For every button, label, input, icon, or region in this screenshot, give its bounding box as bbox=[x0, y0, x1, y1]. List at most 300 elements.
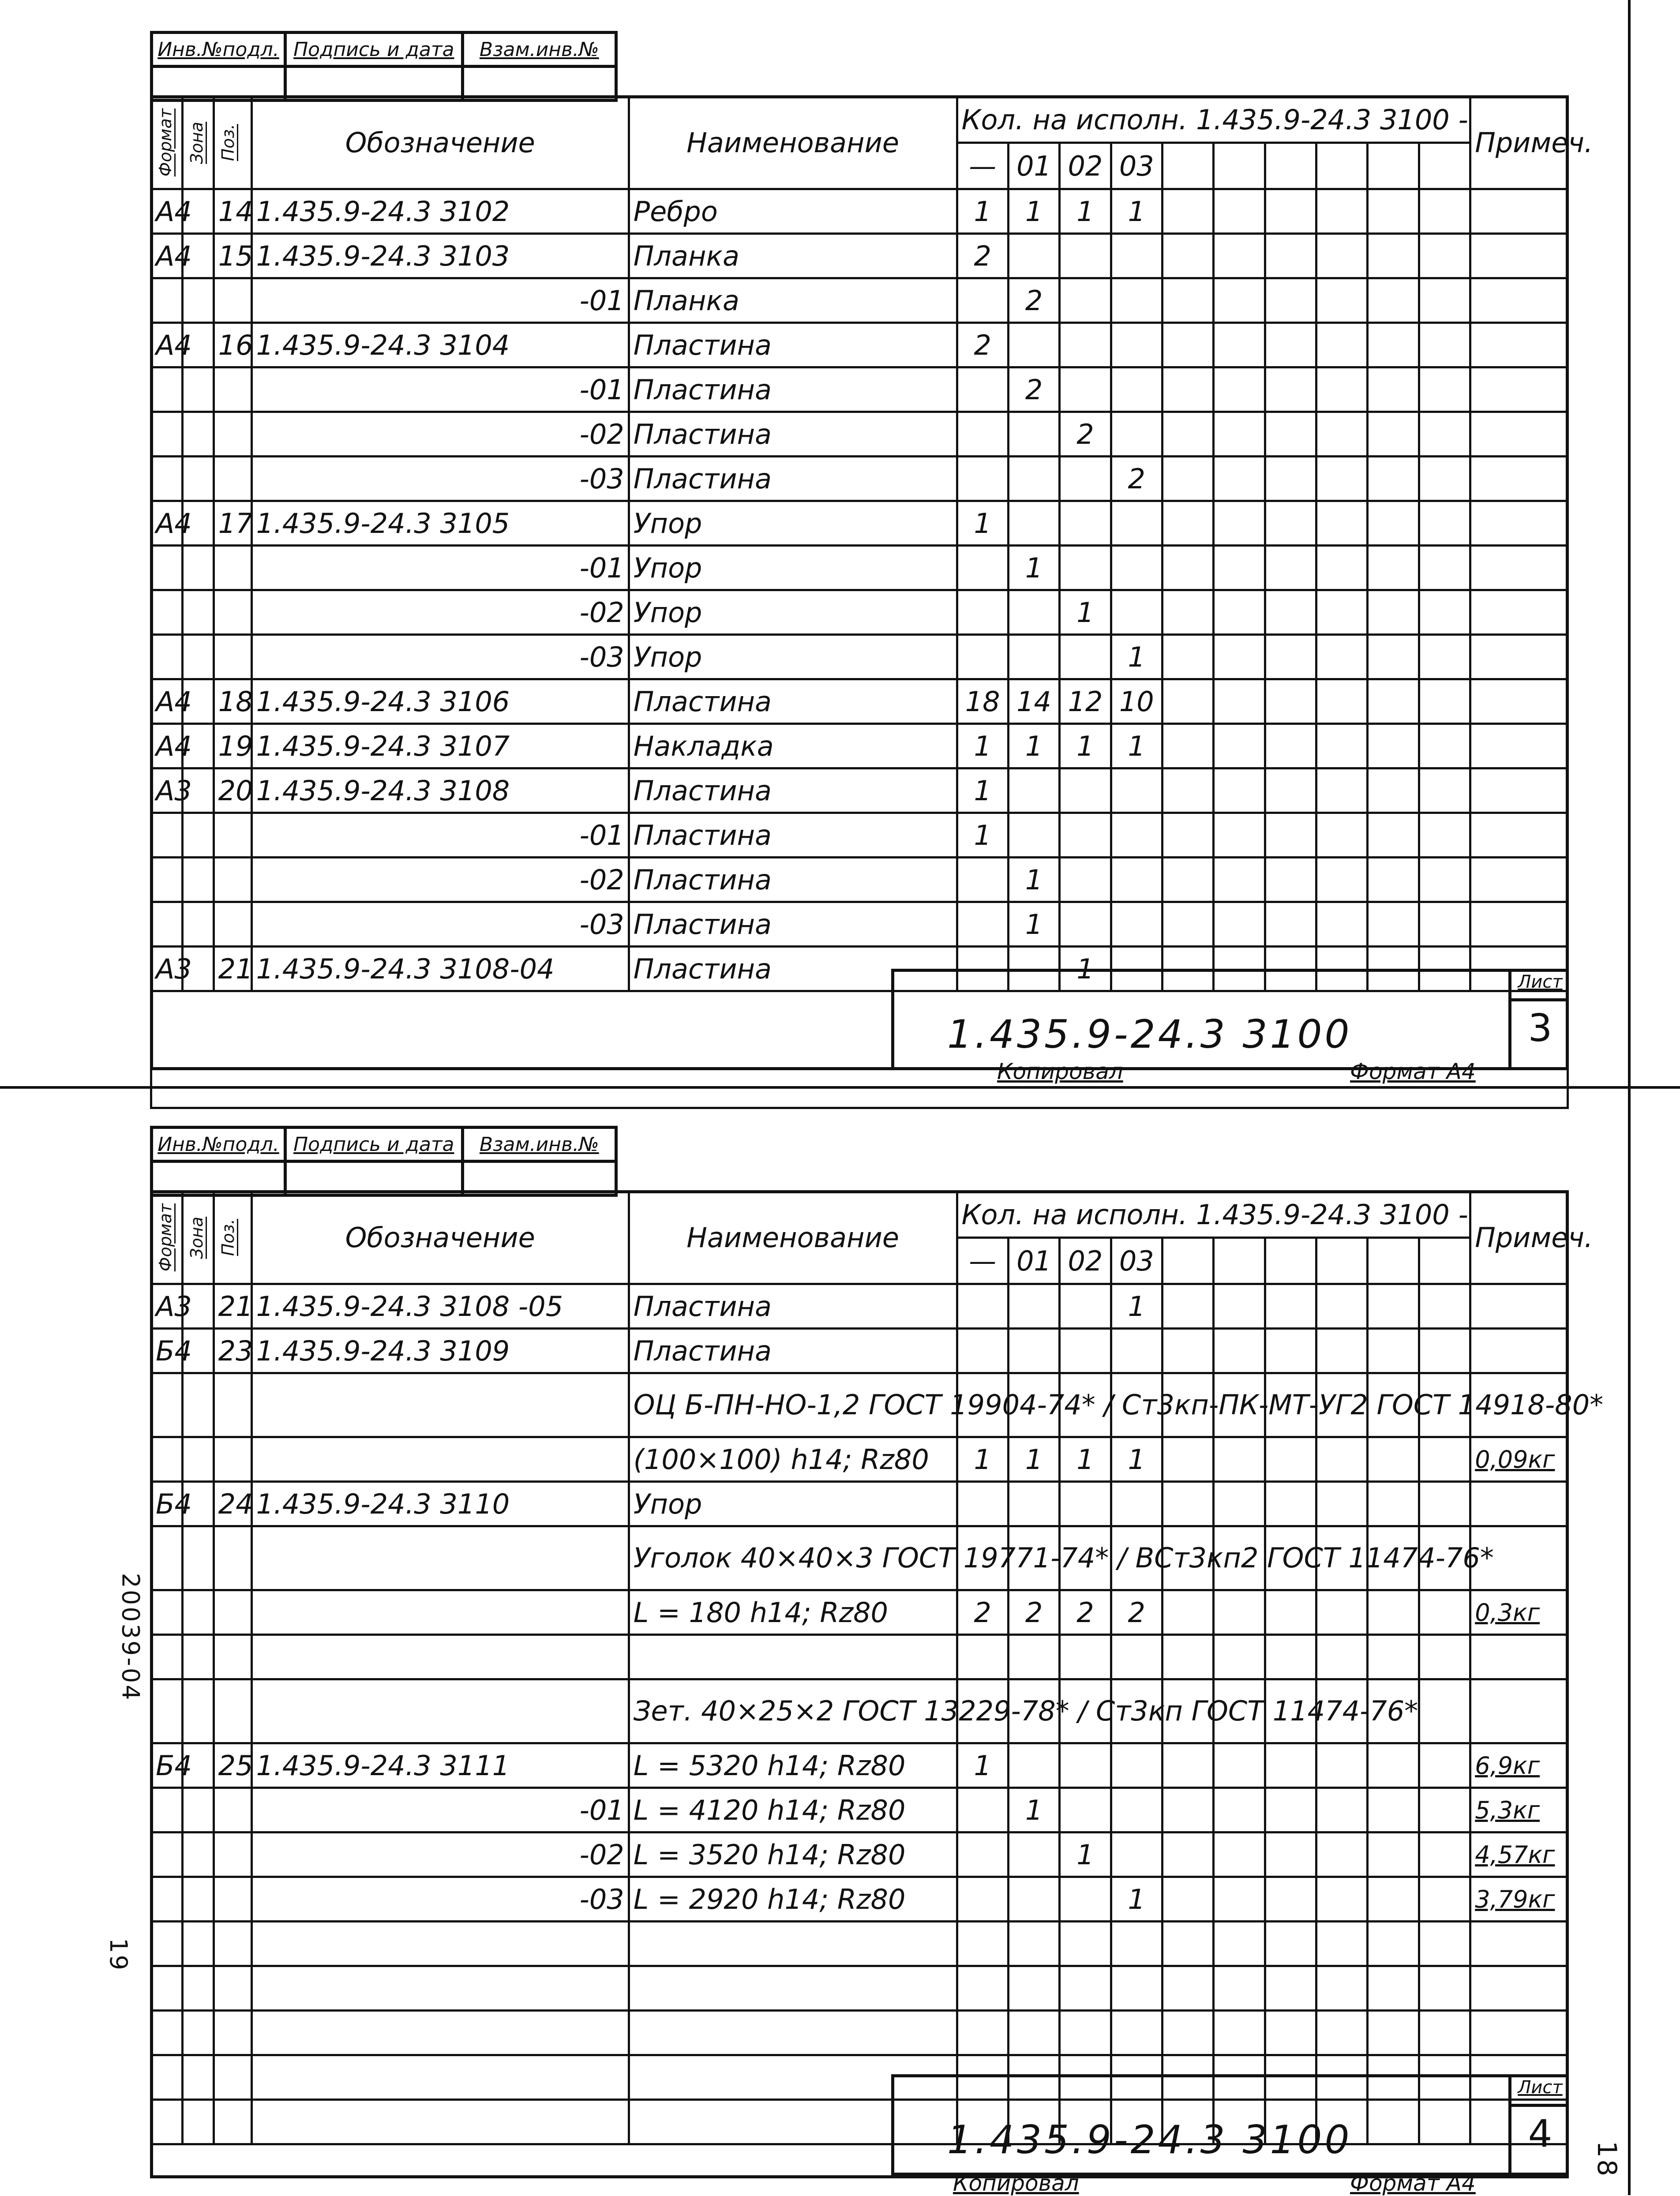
position-cell: 25 bbox=[214, 1743, 251, 1788]
qty-03-cell bbox=[1111, 902, 1162, 947]
empty-cell bbox=[1368, 234, 1419, 278]
table-row bbox=[151, 1922, 1568, 1966]
col-designation-header: Обозначение bbox=[251, 1192, 629, 1284]
name-cell: ОЦ Б-ПН-НО-1,2 ГОСТ 19904-74* / Ст3кп-ПК-МТ-УГ2 ГОСТ 14918-80* bbox=[629, 1373, 957, 1437]
empty-cell bbox=[1368, 457, 1419, 501]
note-cell: 4,57кг bbox=[1470, 1832, 1568, 1877]
empty-cell bbox=[1316, 367, 1368, 412]
zone-cell bbox=[182, 546, 214, 590]
zone-cell bbox=[182, 1526, 214, 1590]
format-cell bbox=[151, 902, 183, 947]
designation-cell: 1.435.9-24.3 3110 bbox=[251, 1482, 629, 1526]
stamp-blank bbox=[287, 1163, 464, 1194]
zone-cell bbox=[182, 1635, 214, 1679]
table-row bbox=[151, 1482, 1568, 1526]
empty-cell bbox=[1316, 189, 1368, 234]
empty-cell bbox=[1265, 457, 1316, 501]
empty-cell bbox=[1214, 546, 1265, 590]
empty-cell bbox=[1162, 1788, 1213, 1832]
empty-cell bbox=[1316, 768, 1368, 813]
position-cell: 21 bbox=[214, 1284, 251, 1329]
empty-cell bbox=[1162, 367, 1213, 412]
qty-01-cell: 1 bbox=[1008, 189, 1059, 234]
table-row bbox=[151, 1329, 1568, 1373]
table-row bbox=[151, 635, 1568, 679]
table-row bbox=[151, 1679, 1568, 1743]
empty-cell bbox=[1419, 1832, 1470, 1877]
empty-cell bbox=[1316, 1966, 1368, 2011]
title-block bbox=[891, 969, 1569, 1070]
designation-cell: 1.435.9-24.3 3108 -05 bbox=[251, 1284, 629, 1329]
variant-base-header: — bbox=[957, 143, 1008, 189]
zone-cell bbox=[182, 590, 214, 635]
designation-cell bbox=[251, 1922, 629, 1966]
position-cell bbox=[214, 813, 251, 858]
col-pos-header: Поз. bbox=[214, 97, 251, 189]
note-cell bbox=[1470, 501, 1568, 546]
name-cell: Пластина bbox=[629, 902, 957, 947]
empty-cell bbox=[1316, 1743, 1368, 1788]
col-format-header: Формат bbox=[151, 1192, 183, 1284]
qty-base-cell bbox=[957, 902, 1008, 947]
empty-cell bbox=[1368, 1788, 1419, 1832]
position-cell: 18 bbox=[214, 679, 251, 724]
empty-cell bbox=[1419, 768, 1470, 813]
empty-cell bbox=[1265, 1788, 1316, 1832]
format-cell: А4 bbox=[151, 323, 183, 367]
table-row bbox=[151, 1877, 1568, 1922]
qty-01-cell bbox=[1008, 2011, 1059, 2055]
empty-cell bbox=[1265, 768, 1316, 813]
qty-base-cell bbox=[957, 278, 1008, 323]
zone-cell bbox=[182, 1373, 214, 1437]
format-cell bbox=[151, 813, 183, 858]
variant-01-header: 01 bbox=[1008, 1238, 1059, 1284]
table-row bbox=[151, 2011, 1568, 2055]
format-label: Формат А4 bbox=[1350, 2170, 1476, 2196]
qty-03-cell bbox=[1111, 1743, 1162, 1788]
title-block bbox=[891, 2074, 1569, 2176]
empty-cell bbox=[1214, 858, 1265, 902]
empty-cell bbox=[1265, 412, 1316, 457]
note-cell bbox=[1470, 1284, 1568, 1329]
col-note-header: Примеч. bbox=[1470, 1192, 1568, 1284]
note-cell bbox=[1470, 1635, 1568, 1679]
qty-base-cell bbox=[957, 1877, 1008, 1922]
stamp-blank bbox=[464, 68, 615, 99]
zone-cell bbox=[182, 813, 214, 858]
empty-cell bbox=[1419, 501, 1470, 546]
qty-base-cell bbox=[957, 1635, 1008, 1679]
designation-cell: 1.435.9-24.3 3111 bbox=[251, 1743, 629, 1788]
approval-stamp bbox=[150, 1126, 618, 1197]
zone-cell bbox=[182, 635, 214, 679]
note-cell bbox=[1470, 234, 1568, 278]
format-cell: А4 bbox=[151, 679, 183, 724]
empty-cell bbox=[1419, 1482, 1470, 1526]
name-cell: Пластина bbox=[629, 1284, 957, 1329]
qty-02-cell bbox=[1060, 278, 1111, 323]
qty-base-cell bbox=[957, 635, 1008, 679]
name-cell: (100×100) h14; Rz80 bbox=[629, 1437, 957, 1482]
approval-stamp bbox=[150, 31, 618, 102]
note-cell: 6,9кг bbox=[1470, 1743, 1568, 1788]
qty-02-cell bbox=[1060, 323, 1111, 367]
note-cell bbox=[1470, 1922, 1568, 1966]
zone-cell bbox=[182, 1679, 214, 1743]
qty-base-cell: 2 bbox=[957, 234, 1008, 278]
empty-cell bbox=[1368, 278, 1419, 323]
empty-cell bbox=[1316, 1590, 1368, 1635]
empty-cell bbox=[1214, 1788, 1265, 1832]
qty-base-cell bbox=[957, 1482, 1008, 1526]
empty-cell bbox=[1162, 679, 1213, 724]
qty-01-cell bbox=[1008, 1877, 1059, 1922]
empty-cell bbox=[1368, 768, 1419, 813]
margin-code: 20039-04 bbox=[116, 1573, 145, 1702]
zone-cell bbox=[182, 1922, 214, 1966]
qty-03-cell: 1 bbox=[1111, 724, 1162, 768]
qty-02-cell bbox=[1060, 1788, 1111, 1832]
format-cell: Б4 bbox=[151, 1482, 183, 1526]
empty-cell bbox=[1368, 323, 1419, 367]
empty-cell bbox=[1419, 1966, 1470, 2011]
name-cell: Упор bbox=[629, 590, 957, 635]
empty-cell bbox=[1419, 1877, 1470, 1922]
format-cell bbox=[151, 590, 183, 635]
note-cell: 0,09кг bbox=[1470, 1437, 1568, 1482]
empty-cell bbox=[1162, 412, 1213, 457]
format-cell: А4 bbox=[151, 189, 183, 234]
designation-cell bbox=[251, 2055, 629, 2100]
format-cell bbox=[151, 858, 183, 902]
empty-cell bbox=[1419, 189, 1470, 234]
stamp-repl: Взам.инв.№ bbox=[479, 1133, 599, 1156]
empty-cell bbox=[1368, 1922, 1419, 1966]
empty-cell bbox=[1265, 590, 1316, 635]
qty-01-cell: 2 bbox=[1008, 278, 1059, 323]
qty-02-cell: 1 bbox=[1060, 724, 1111, 768]
note-cell bbox=[1470, 768, 1568, 813]
empty-cell bbox=[1316, 635, 1368, 679]
empty-cell bbox=[1162, 1590, 1213, 1635]
note-cell bbox=[1470, 635, 1568, 679]
empty-cell bbox=[1368, 1437, 1419, 1482]
name-cell: Упор bbox=[629, 501, 957, 546]
empty-cell bbox=[1419, 457, 1470, 501]
empty-cell bbox=[1368, 1590, 1419, 1635]
qty-base-cell: 1 bbox=[957, 813, 1008, 858]
qty-03-cell bbox=[1111, 546, 1162, 590]
table-row bbox=[151, 590, 1568, 635]
empty-cell bbox=[1214, 457, 1265, 501]
empty-cell bbox=[1419, 590, 1470, 635]
qty-02-cell: 1 bbox=[1060, 947, 1111, 991]
qty-03-cell: 2 bbox=[1111, 1590, 1162, 1635]
empty-cell bbox=[1316, 679, 1368, 724]
empty-cell bbox=[1214, 1743, 1265, 1788]
note-cell bbox=[1470, 813, 1568, 858]
empty-cell bbox=[1316, 813, 1368, 858]
empty-cell bbox=[1214, 1877, 1265, 1922]
zone-cell bbox=[182, 1590, 214, 1635]
empty-cell bbox=[1265, 1966, 1316, 2011]
empty-cell bbox=[1316, 1329, 1368, 1373]
qty-03-cell bbox=[1111, 1832, 1162, 1877]
stamp-inv: Инв.№подл. bbox=[153, 34, 287, 65]
empty-cell bbox=[1214, 635, 1265, 679]
name-cell bbox=[629, 1966, 957, 2011]
copied-label: Копировал bbox=[953, 2170, 1079, 2196]
zone-cell bbox=[182, 278, 214, 323]
position-cell bbox=[214, 546, 251, 590]
empty-cell bbox=[1214, 724, 1265, 768]
empty-cell bbox=[1265, 367, 1316, 412]
qty-01-cell: 14 bbox=[1008, 679, 1059, 724]
empty-cell bbox=[1419, 1743, 1470, 1788]
position-cell bbox=[214, 2011, 251, 2055]
qty-base-cell bbox=[957, 367, 1008, 412]
empty-cell bbox=[1162, 1437, 1213, 1482]
col-zone-header: Зона bbox=[182, 1192, 214, 1284]
empty-cell bbox=[1265, 546, 1316, 590]
empty-cell bbox=[1162, 1877, 1213, 1922]
note-cell bbox=[1470, 2011, 1568, 2055]
designation-cell: 1.435.9-24.3 3102 bbox=[251, 189, 629, 234]
note-cell bbox=[1470, 902, 1568, 947]
empty-cell bbox=[1419, 724, 1470, 768]
empty-cell bbox=[1368, 590, 1419, 635]
note-cell bbox=[1470, 858, 1568, 902]
format-cell bbox=[151, 278, 183, 323]
position-cell bbox=[214, 1373, 251, 1437]
qty-02-cell: 1 bbox=[1060, 1437, 1111, 1482]
empty-cell bbox=[1419, 278, 1470, 323]
name-cell: Пластина bbox=[629, 679, 957, 724]
zone-cell bbox=[182, 1788, 214, 1832]
qty-01-cell bbox=[1008, 501, 1059, 546]
note-cell bbox=[1470, 1329, 1568, 1373]
designation-cell bbox=[251, 1590, 629, 1635]
empty-cell bbox=[1419, 323, 1470, 367]
qty-02-cell bbox=[1060, 813, 1111, 858]
designation-cell bbox=[251, 1635, 629, 1679]
note-cell bbox=[1470, 1966, 1568, 2011]
variant-02-header: 02 bbox=[1060, 1238, 1111, 1284]
empty-cell bbox=[1265, 323, 1316, 367]
qty-02-cell bbox=[1060, 1635, 1111, 1679]
qty-01-cell: 1 bbox=[1008, 858, 1059, 902]
qty-02-cell bbox=[1060, 635, 1111, 679]
empty-cell bbox=[1316, 2011, 1368, 2055]
empty-cell bbox=[1162, 1966, 1213, 2011]
col-pos-header: Поз. bbox=[214, 1192, 251, 1284]
empty-cell bbox=[1265, 1329, 1316, 1373]
empty-cell bbox=[1368, 1329, 1419, 1373]
zone-cell bbox=[182, 1966, 214, 2011]
table-row bbox=[151, 501, 1568, 546]
qty-03-cell bbox=[1111, 768, 1162, 813]
empty-cell bbox=[1316, 724, 1368, 768]
zone-cell bbox=[182, 1437, 214, 1482]
empty-cell bbox=[1162, 590, 1213, 635]
format-cell: А4 bbox=[151, 234, 183, 278]
position-cell bbox=[214, 1635, 251, 1679]
designation-cell bbox=[251, 1966, 629, 2011]
designation-cell bbox=[251, 1679, 629, 1743]
empty-cell bbox=[1368, 635, 1419, 679]
col-designation-header: Обозначение bbox=[251, 97, 629, 189]
name-cell: L = 3520 h14; Rz80 bbox=[629, 1832, 957, 1877]
table-row bbox=[151, 1590, 1568, 1635]
stamp-repl: Взам.инв.№ bbox=[479, 38, 599, 61]
designation-cell bbox=[251, 2100, 629, 2144]
empty-cell bbox=[1419, 234, 1470, 278]
qty-01-cell bbox=[1008, 234, 1059, 278]
empty-cell bbox=[1265, 1922, 1316, 1966]
stamp-blank bbox=[464, 1163, 615, 1194]
empty-cell bbox=[1162, 1482, 1213, 1526]
col-note-header: Примеч. bbox=[1470, 97, 1568, 189]
empty-cell bbox=[1214, 768, 1265, 813]
page-divider bbox=[0, 1086, 1680, 1089]
stamp-sign: Подпись и дата bbox=[287, 1129, 464, 1160]
designation-cell: -01 bbox=[251, 546, 629, 590]
position-cell bbox=[214, 1437, 251, 1482]
qty-base-cell bbox=[957, 1966, 1008, 2011]
qty-base-cell: 1 bbox=[957, 724, 1008, 768]
qty-01-cell bbox=[1008, 1966, 1059, 2011]
designation-cell: 1.435.9-24.3 3104 bbox=[251, 323, 629, 367]
qty-01-cell: 2 bbox=[1008, 367, 1059, 412]
qty-02-cell bbox=[1060, 457, 1111, 501]
note-cell bbox=[1470, 367, 1568, 412]
empty-cell bbox=[1214, 189, 1265, 234]
empty-cell bbox=[1368, 2011, 1419, 2055]
position-cell: 14 bbox=[214, 189, 251, 234]
empty-cell bbox=[1214, 1284, 1265, 1329]
name-cell: Ребро bbox=[629, 189, 957, 234]
margin-page: 19 bbox=[104, 1938, 132, 1972]
note-cell bbox=[1470, 1482, 1568, 1526]
zone-cell bbox=[182, 858, 214, 902]
qty-02-cell bbox=[1060, 1284, 1111, 1329]
format-cell bbox=[151, 546, 183, 590]
format-cell bbox=[151, 1590, 183, 1635]
position-cell bbox=[214, 1526, 251, 1590]
empty-cell bbox=[1162, 1329, 1213, 1373]
position-cell bbox=[214, 1877, 251, 1922]
empty-cell bbox=[1162, 1832, 1213, 1877]
note-cell bbox=[1470, 457, 1568, 501]
table-row bbox=[151, 813, 1568, 858]
empty-cell bbox=[1368, 1482, 1419, 1526]
empty-cell bbox=[1419, 412, 1470, 457]
empty-cell bbox=[1316, 590, 1368, 635]
qty-03-cell bbox=[1111, 1788, 1162, 1832]
format-cell: А4 bbox=[151, 501, 183, 546]
table-row bbox=[151, 367, 1568, 412]
empty-cell bbox=[1162, 2011, 1213, 2055]
qty-01-cell bbox=[1008, 412, 1059, 457]
empty-cell bbox=[1162, 635, 1213, 679]
note-cell: 5,3кг bbox=[1470, 1788, 1568, 1832]
qty-03-cell bbox=[1111, 367, 1162, 412]
table-row bbox=[151, 234, 1568, 278]
empty-cell bbox=[1214, 278, 1265, 323]
name-cell: Пластина bbox=[629, 768, 957, 813]
qty-03-cell bbox=[1111, 1329, 1162, 1373]
note-cell bbox=[1470, 546, 1568, 590]
specification-table bbox=[150, 1190, 1604, 2145]
sheet-number: 4 bbox=[1528, 2112, 1552, 2156]
position-cell bbox=[214, 2100, 251, 2144]
designation-cell bbox=[251, 1437, 629, 1482]
format-cell bbox=[151, 2055, 183, 2100]
format-label: Формат А4 bbox=[1350, 1059, 1476, 1084]
qty-03-cell: 1 bbox=[1111, 1437, 1162, 1482]
qty-base-cell: 2 bbox=[957, 323, 1008, 367]
qty-03-cell bbox=[1111, 1966, 1162, 2011]
format-cell bbox=[151, 1373, 183, 1437]
position-cell bbox=[214, 1966, 251, 2011]
qty-02-cell bbox=[1060, 546, 1111, 590]
qty-02-cell bbox=[1060, 234, 1111, 278]
empty-cell bbox=[1419, 1437, 1470, 1482]
qty-02-cell bbox=[1060, 1329, 1111, 1373]
name-cell bbox=[629, 1635, 957, 1679]
qty-02-cell bbox=[1060, 1482, 1111, 1526]
zone-cell bbox=[182, 1832, 214, 1877]
empty-cell bbox=[1214, 1329, 1265, 1373]
empty-cell bbox=[1162, 902, 1213, 947]
name-cell: Планка bbox=[629, 278, 957, 323]
empty-cell bbox=[1316, 858, 1368, 902]
designation-cell: 1.435.9-24.3 3108 bbox=[251, 768, 629, 813]
table-row bbox=[151, 858, 1568, 902]
format-cell bbox=[151, 1966, 183, 2011]
zone-cell bbox=[182, 2011, 214, 2055]
empty-cell bbox=[1214, 679, 1265, 724]
name-cell: Упор bbox=[629, 546, 957, 590]
format-cell bbox=[151, 1526, 183, 1590]
empty-cell bbox=[1419, 1590, 1470, 1635]
empty-cell bbox=[1316, 278, 1368, 323]
specification-table bbox=[150, 95, 1593, 1109]
format-cell bbox=[151, 1437, 183, 1482]
sheet-4 bbox=[0, 1094, 1680, 2195]
empty-cell bbox=[1368, 412, 1419, 457]
qty-base-cell bbox=[957, 1788, 1008, 1832]
designation-cell: -02 bbox=[251, 412, 629, 457]
note-cell: 3,79кг bbox=[1470, 1877, 1568, 1922]
position-cell: 17 bbox=[214, 501, 251, 546]
qty-01-cell bbox=[1008, 1832, 1059, 1877]
qty-base-cell: 1 bbox=[957, 501, 1008, 546]
designation-cell bbox=[251, 1373, 629, 1437]
position-cell bbox=[214, 1679, 251, 1743]
position-cell bbox=[214, 1788, 251, 1832]
empty-cell bbox=[1265, 1743, 1316, 1788]
empty-cell bbox=[1316, 501, 1368, 546]
name-cell: Пластина bbox=[629, 412, 957, 457]
position-cell bbox=[214, 1922, 251, 1966]
empty-cell bbox=[1214, 1922, 1265, 1966]
designation-cell: 1.435.9-24.3 3105 bbox=[251, 501, 629, 546]
qty-02-cell bbox=[1060, 1877, 1111, 1922]
empty-cell bbox=[1162, 1922, 1213, 1966]
qty-01-cell bbox=[1008, 457, 1059, 501]
